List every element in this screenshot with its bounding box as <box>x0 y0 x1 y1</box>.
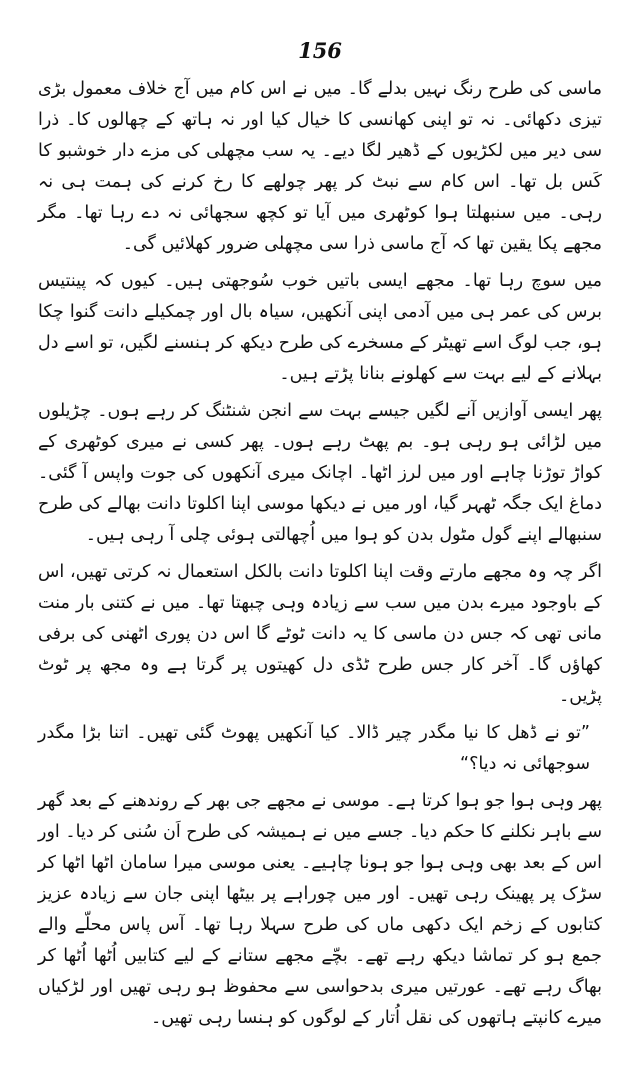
body-text <box>38 74 602 1034</box>
paragraph-4: اگر چہ وہ مجھے مارتے وقت اپنا اکلوتا دانت بالکل استعمال نہ کرتی تھیں، اس کے باوجود میرے بدن میں سب سے زیادہ وہی چبھتا تھا۔ میں نے کتنی بار منت مانی تھی کہ جس دن ماسی کا یہ دانت ٹوٹے گا اس دن پوری اٹھنی کی برفی کھاؤں گا۔ آخر کار جس طرح ٹڈی دل کھیتوں پر گرتا ہے وہ مجھ پر ٹوٹ پڑیں۔ <box>38 562 602 706</box>
page-number: 156 <box>298 38 342 63</box>
paragraph-2: میں سوچ رہا تھا۔ مجھے ایسی باتیں خوب سُوجھتی ہیں۔ کیوں کہ پینتیس برس کی عمر ہی میں آدمی اپنی آنکھیں، سیاہ بال اور چمکیلے دانت گنوا چکا ہو، جب لوگ اسے تھیٹر کے مسخرے کی طرح دیکھ کر ہنسنے لگیں، تو اسے دل بہلانے کے لیے بہت سے کھلونے بنانا پڑتے ہیں۔ <box>38 271 602 384</box>
paragraph-6: پھر وہی ہوا جو ہوا کرتا ہے۔ موسی نے مجھے جی بھر کے روندھنے کے بعد گھر سے باہر نکلنے کا حکم دیا۔ جسے میں نے ہمیشہ کی طرح اَن سُنی کر دیا۔ اور اس کے بعد بھی وہی ہوا جو ہونا چاہیے۔ یعنی موسی میرا سامان اٹھا اٹھا کر سڑک پر پھینک رہی تھیں۔ اور میں چوراہے پر بیٹھا اپنی جان سے زیادہ عزیز کتابوں کے زخم ایک دکھی ماں کی طرح سہلا رہا تھا۔ آس پاس محلّے والے جمع ہو کر تماشا دیکھ رہے تھے۔ بچّے مجھے ستانے کے لیے کتابیں اُٹھا اُٹھا کر بھاگ رہے تھے۔ عورتیں میری بدحواسی سے محفوظ ہو رہی تھیں اور لڑکیاں میرے کانپتے ہاتھوں کی نقل اُتار کے لوگوں کو ہنسا رہی تھیں۔ <box>38 791 602 1028</box>
paragraph-1: ماسی کی طرح رنگ نہیں بدلے گا۔ میں نے اس کام میں آج خلاف معمول بڑی تیزی دکھائی۔ نہ تو اپنی کھانسی کا خیال کیا اور نہ ہاتھ کے چھالوں کا۔ ذرا سی دیر میں لکڑیوں کے ڈھیر لگا دیے۔ یہ سب مچھلی کی مزے دار خوشبو کا کَس بل تھا۔ اس کام سے نبٹ کر پھر چولھے کا رخ کرنے کی ہمت ہی نہ رہی۔ میں سنبھلتا ہوا کوٹھری میں آیا تو کچھ سجھائی نہ دے رہا تھا۔ مگر مجھے پکا یقین تھا کہ آج ماسی ذرا سی مچھلی ضرور کھلائیں گی۔ <box>38 79 602 254</box>
paragraph-5-quote: ”تو نے ڈھل کا نیا مگدر چیر ڈالا۔ کیا آنکھیں پھوٹ گئی تھیں۔ اتنا بڑا مگدر سوجھائی نہ دیا؟“ <box>38 723 590 774</box>
paragraph-3: پھر ایسی آوازیں آنے لگیں جیسے بہت سے انجن شنٹنگ کر رہے ہوں۔ چڑیلوں میں لڑائی ہو رہی ہو۔ بم پھٹ رہے ہوں۔ پھر کسی نے میری کوٹھری کے کواڑ توڑنا چاہے اور میں لرز اٹھا۔ اچانک میری آنکھوں کی جوت واپس آ گئی۔ دماغ ایک جگہ ٹھہر گیا، اور میں نے دیکھا موسی اپنا اکلوتا دانت بھالے کی طرح سنبھالے اپنے گول مٹول بدن کو ہوا میں اُچھالتی ہوئی چلی آ رہی ہیں۔ <box>38 401 602 545</box>
